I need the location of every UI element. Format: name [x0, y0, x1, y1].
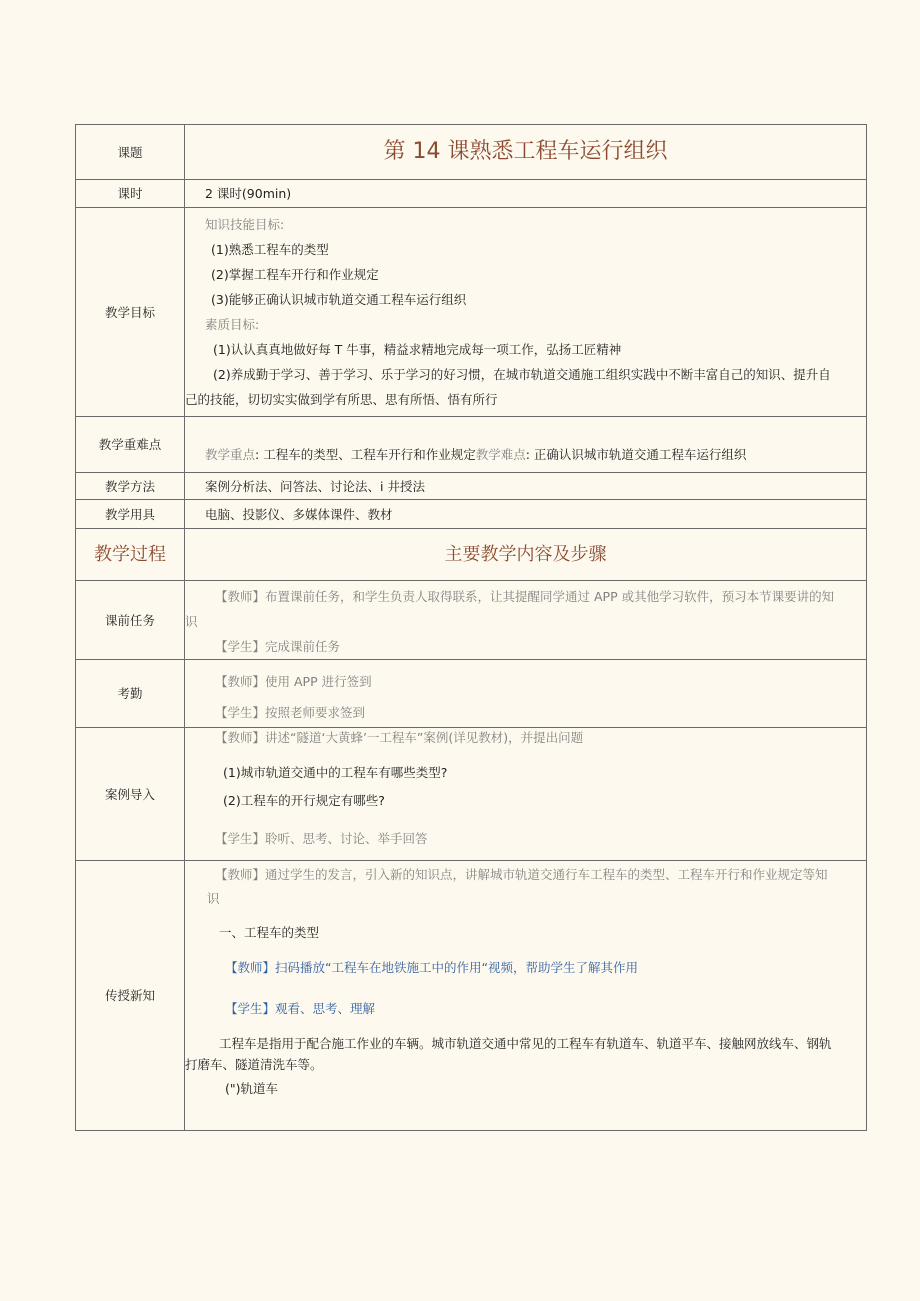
- tools-row: [76, 500, 867, 529]
- case-intro-label: 案例导入: [76, 728, 185, 861]
- hours-value: 2 课时(90min): [185, 180, 867, 208]
- new-teacher-b: 识: [207, 891, 220, 906]
- objectives-label: 教学目标: [76, 208, 185, 417]
- paragraph-b: 打磨车、隧道清洗车等。: [185, 1057, 323, 1072]
- pre-class-teacher-a: 【教师】布置课前任务，和学生负责人取得联系，让其提醒同学通过 APP 或其他学习软件，预习本节课要讲的知: [215, 589, 835, 604]
- key-text: : 工程车的类型、工程车开行和作业规定: [255, 447, 476, 462]
- objectives-row: [76, 208, 867, 417]
- quality-item-1: (1)认认真真地做好每 T 牛事，精益求精地完成每一项工作，弘扬工匠精神: [213, 342, 622, 357]
- attendance-row: [76, 660, 867, 728]
- section-heading-1: 一、工程车的类型: [219, 925, 320, 940]
- lesson-plan-page: [75, 124, 867, 1131]
- new-student-2: 【学生】观看、思考、理解: [225, 1001, 376, 1016]
- new-knowledge-label: 传授新知: [76, 861, 185, 1131]
- case-intro-content: [185, 728, 867, 861]
- process-header-left: 教学过程: [76, 529, 185, 581]
- knowledge-item-1: (1)熟悉工程车的类型: [211, 242, 329, 257]
- objectives-content: [185, 208, 867, 417]
- new-knowledge-content: [185, 861, 867, 1131]
- methods-value: 案例分析法、问答法、讨论法、i 井授法: [185, 473, 867, 500]
- hours-label: 课时: [76, 180, 185, 208]
- case-intro-row: [76, 728, 867, 861]
- quality-item-2b: 己的技能，切切实实做到学有所思、思有所悟、悟有所行: [185, 392, 498, 407]
- tools-label: 教学用具: [76, 500, 185, 529]
- attendance-student: 【学生】按照老师要求签到: [215, 705, 366, 720]
- hours-row: [76, 180, 867, 208]
- quality-title: 素质目标:: [205, 317, 260, 332]
- pre-class-label: 课前任务: [76, 581, 185, 660]
- tools-value: 电脑、投影仪、多媒体课件、教材: [185, 500, 867, 529]
- knowledge-item-3: (3)能够正确认识城市轨道交通工程车运行组织: [211, 292, 467, 307]
- key-points-content: [185, 417, 867, 473]
- pre-class-row: [76, 581, 867, 660]
- methods-row: [76, 473, 867, 500]
- pre-class-student: 【学生】完成课前任务: [215, 639, 341, 654]
- key-points-row: [76, 417, 867, 473]
- key-points-label: 教学重难点: [76, 417, 185, 473]
- process-header-right: 主要教学内容及步骤: [185, 529, 867, 581]
- paragraph-a: 工程车是指用于配合施工作业的车辆。城市轨道交通中常见的工程车有轨道车、轨道平车、接触网放线车、钢轨: [219, 1036, 832, 1051]
- hard-label: 教学难点: [475, 447, 526, 462]
- pre-class-teacher-b: 识: [185, 614, 198, 629]
- key-label: 教学重点: [205, 447, 256, 462]
- case-intro-student: 【学生】聆听、思考、讨论、举手回答: [215, 831, 428, 846]
- subsection-heading-1: (")轨道车: [225, 1081, 279, 1096]
- new-teacher-2: 【教师】扫码播放“工程车在地铁施工中的作用“视频，帮助学生了解其作用: [225, 960, 638, 975]
- knowledge-title: 知识技能目标:: [205, 217, 285, 232]
- knowledge-item-2: (2)掌握工程车开行和作业规定: [211, 267, 379, 282]
- topic-row: [76, 125, 867, 180]
- pre-class-content: [185, 581, 867, 660]
- attendance-teacher: 【教师】使用 APP 进行签到: [215, 674, 372, 689]
- attendance-label: 考勤: [76, 660, 185, 728]
- case-question-2: (2)工程车的开行规定有哪些?: [223, 793, 385, 808]
- new-teacher-a: 【教师】通过学生的发言，引入新的知识点，讲解城市轨道交通行车工程车的类型、工程车开行和作业规定等知: [215, 867, 828, 882]
- case-question-1: (1)城市轨道交通中的工程车有哪些类型?: [223, 765, 448, 780]
- process-header-row: [76, 529, 867, 581]
- lesson-title: 第 14 课熟悉工程车运行组织: [185, 125, 867, 180]
- methods-label: 教学方法: [76, 473, 185, 500]
- topic-label: 课题: [76, 125, 185, 180]
- quality-item-2a: (2)养成勤于学习、善于学习、乐于学习的好习惯，在城市轨道交通施工组织实践中不断丰富自己的知识、提升自: [213, 367, 831, 382]
- attendance-content: [185, 660, 867, 728]
- lesson-plan-table: [75, 124, 867, 1131]
- new-knowledge-row: [76, 861, 867, 1131]
- hard-text: : 正确认识城市轨道交通工程车运行组织: [525, 447, 747, 462]
- case-intro-teacher: 【教师】讲述“隧道‘大黄蜂’一工程车”案例(详见教材)，并提出问题: [215, 730, 584, 745]
